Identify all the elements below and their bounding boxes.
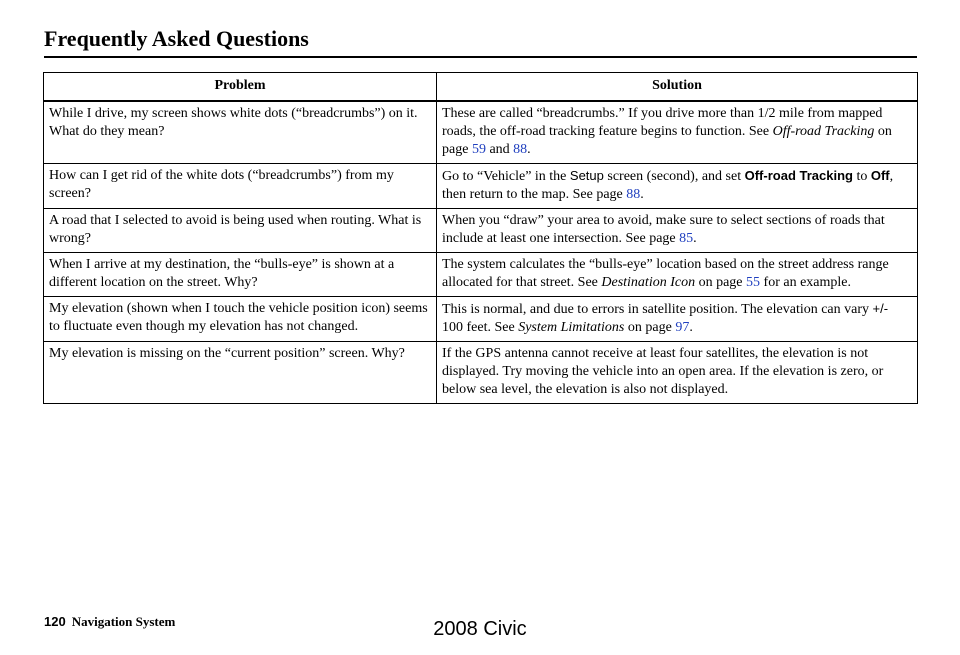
solution-cell xyxy=(437,101,918,164)
solution-cell xyxy=(437,164,918,209)
ui-term: Off-road Tracking xyxy=(744,168,853,183)
solution-text: 100 feet. See xyxy=(442,320,519,335)
solution-text: . xyxy=(693,231,697,246)
table-row xyxy=(44,297,918,342)
problem-column-header: Problem xyxy=(44,73,437,102)
solution-cell xyxy=(437,342,918,404)
problem-cell: When I arrive at my destination, the “bulls-eye” is shown at a different location on the street. Why? xyxy=(44,253,437,297)
solution-text: . xyxy=(527,142,531,157)
solution-text: These are called “breadcrumbs.” If you drive more than 1/2 mile from mapped roads, the off-road tracking feature begins to function. See xyxy=(442,106,883,139)
table-row xyxy=(44,209,918,253)
solution-text: This is normal, and due to errors in satellite position. The elevation can vary xyxy=(442,302,873,317)
table-row xyxy=(44,342,918,404)
watermark: 2008 Civic xyxy=(433,618,527,640)
page-reference-link[interactable]: 85 xyxy=(679,231,694,246)
table-row xyxy=(44,253,918,297)
page-title: Frequently Asked Questions xyxy=(44,26,309,51)
solution-text: Go to “Vehicle” in the xyxy=(442,169,570,184)
table-header-row xyxy=(44,73,918,102)
solution-text: . xyxy=(689,320,693,335)
page-number: 120 xyxy=(44,614,66,629)
ui-term: Off xyxy=(870,168,890,183)
faq-table-body xyxy=(44,101,918,404)
solution-text: and xyxy=(485,142,514,157)
ui-term: Setup xyxy=(569,168,604,183)
page-reference-link[interactable]: 97 xyxy=(675,320,690,335)
topic-reference: System Limitations xyxy=(518,320,625,335)
solution-cell xyxy=(437,253,918,297)
solution-column-header: Solution xyxy=(437,73,918,102)
topic-reference: Destination Icon xyxy=(601,275,696,290)
table-row xyxy=(44,164,918,209)
solution-cell xyxy=(437,209,918,253)
solution-text: When you “draw” your area to avoid, make sure to select sections of roads that include at least one intersection. See page xyxy=(442,213,885,246)
ui-term: +/- xyxy=(872,301,889,316)
solution-text: screen (second), and set xyxy=(603,169,745,184)
solution-text: on page xyxy=(442,124,892,157)
page-reference-link[interactable]: 55 xyxy=(746,275,761,290)
solution-text: The system calculates the “bulls-eye” location based on the street address range allocated for that street. See xyxy=(442,257,889,290)
solution-text: to xyxy=(852,169,871,184)
problem-cell: My elevation (shown when I touch the vehicle position icon) seems to fluctuate even though my elevation has not changed. xyxy=(44,297,437,342)
problem-cell: A road that I selected to avoid is being used when routing. What is wrong? xyxy=(44,209,437,253)
faq-table xyxy=(43,72,918,404)
solution-text: on page xyxy=(695,275,747,290)
problem-cell: While I drive, my screen shows white dots (“breadcrumbs”) on it. What do they mean? xyxy=(44,101,437,164)
page-reference-link[interactable]: 88 xyxy=(626,187,641,202)
table-row xyxy=(44,101,918,164)
problem-cell: My elevation is missing on the “current position” screen. Why? xyxy=(44,342,437,404)
page-reference-link[interactable]: 59 xyxy=(471,142,486,157)
solution-text: . xyxy=(640,187,644,202)
topic-reference: Off-road Tracking xyxy=(772,124,875,139)
solution-text: on page xyxy=(624,320,676,335)
problem-cell: How can I get rid of the white dots (“breadcrumbs”) from my screen? xyxy=(44,164,437,209)
section-name: Navigation System xyxy=(71,614,176,629)
solution-text: for an example. xyxy=(760,275,851,290)
solution-text: If the GPS antenna cannot receive at least four satellites, the elevation is not displayed. Try moving the vehicle into an open area. If the elevation is zero, or below sea level, the elevation is also not displayed. xyxy=(442,346,884,397)
solution-cell xyxy=(437,297,918,342)
title-divider xyxy=(44,56,917,58)
solution-text: , then return to the map. See page xyxy=(442,169,894,202)
page-reference-link[interactable]: 88 xyxy=(513,142,528,157)
